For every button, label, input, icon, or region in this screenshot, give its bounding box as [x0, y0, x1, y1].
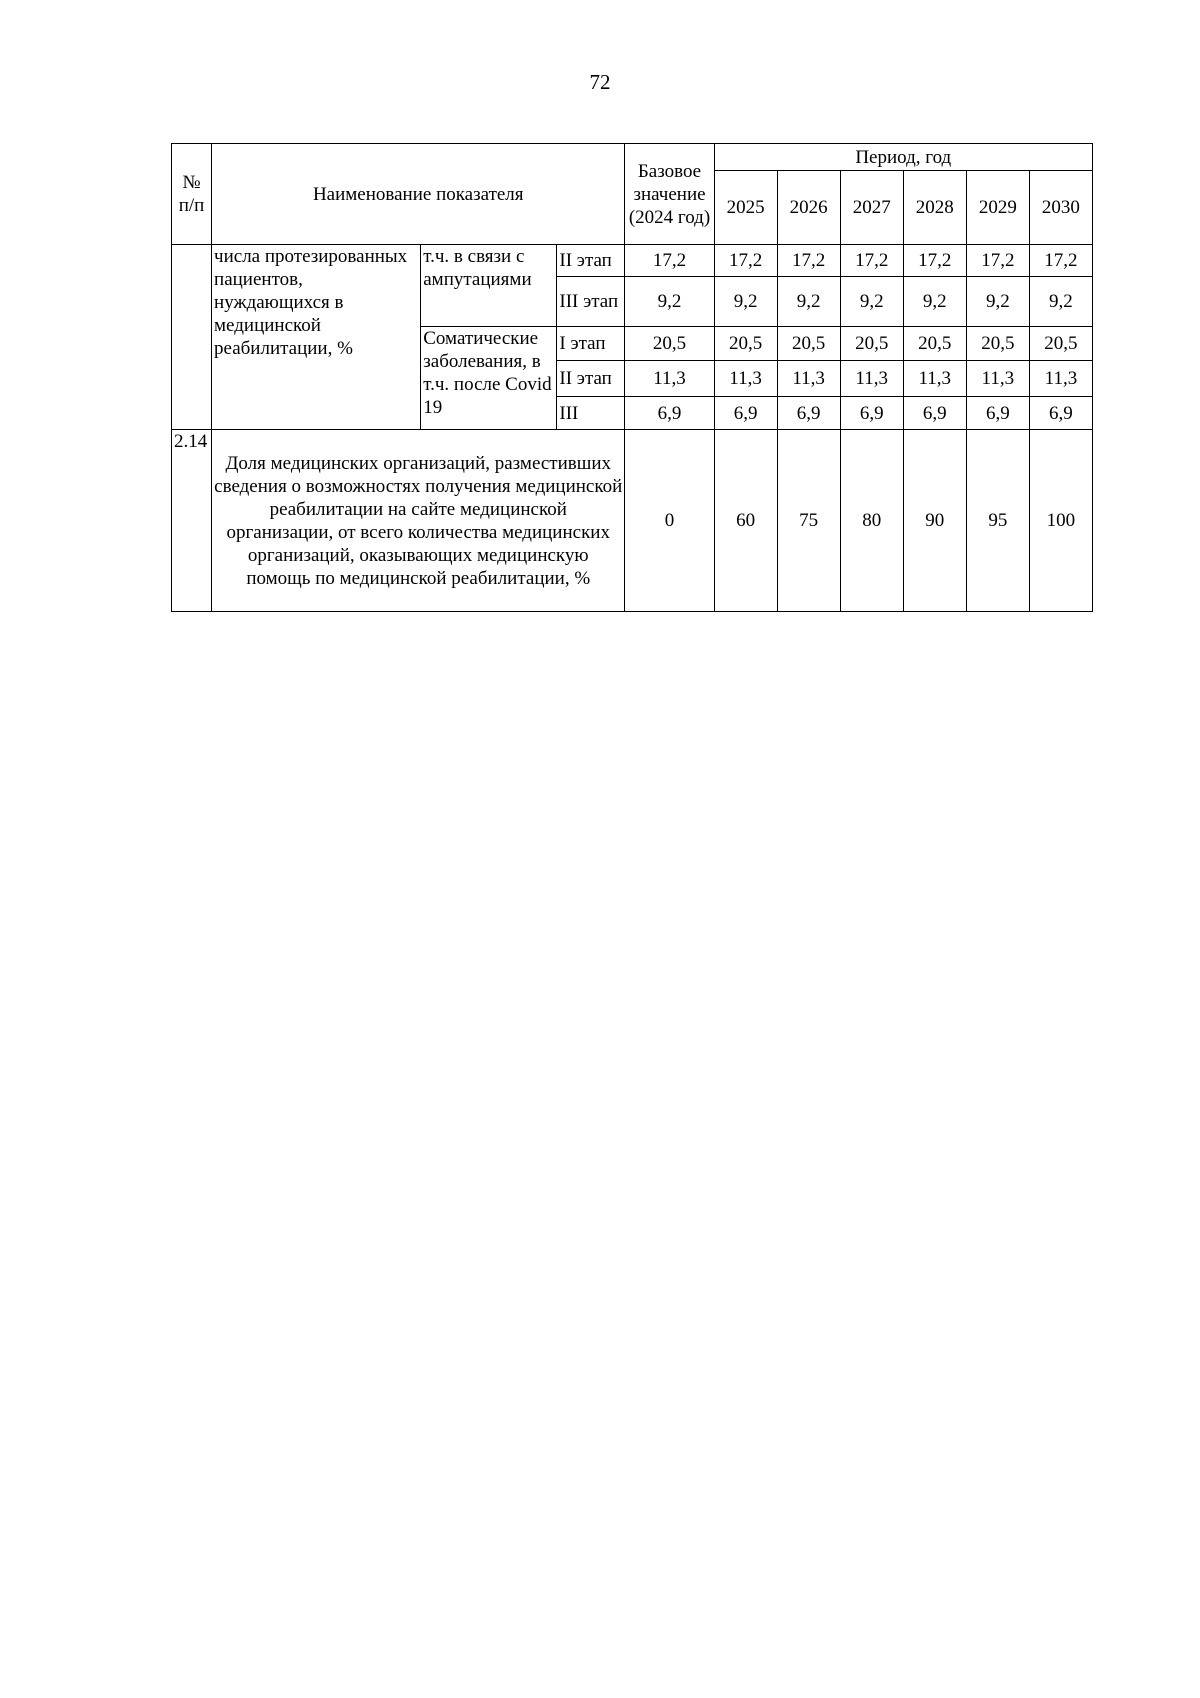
year-header: 2030 — [1029, 171, 1092, 245]
base-value: 11,3 — [625, 361, 714, 397]
header-name: Наименование показателя — [212, 144, 625, 245]
year-value: 6,9 — [966, 397, 1029, 430]
year-value: 20,5 — [903, 327, 966, 361]
year-value: 6,9 — [903, 397, 966, 430]
base-value: 0 — [625, 430, 714, 612]
year-value: 9,2 — [840, 277, 903, 327]
table-row — [172, 245, 1093, 277]
year-header: 2027 — [840, 171, 903, 245]
year-value: 9,2 — [777, 277, 840, 327]
year-value: 80 — [840, 430, 903, 612]
header-num: № п/п — [172, 144, 212, 245]
group-sub-somatic: Соматические заболевания, в т.ч. после Covid 19 — [421, 327, 557, 430]
row-num: 2.14 — [172, 430, 212, 612]
year-value: 11,3 — [1029, 361, 1092, 397]
year-value: 20,5 — [840, 327, 903, 361]
year-value: 9,2 — [903, 277, 966, 327]
year-header: 2028 — [903, 171, 966, 245]
year-value: 100 — [1029, 430, 1092, 612]
year-value: 11,3 — [777, 361, 840, 397]
year-value: 60 — [714, 430, 777, 612]
stage-label: III этап — [557, 277, 625, 327]
group-num — [172, 245, 212, 430]
stage-label: II этап — [557, 245, 625, 277]
year-header: 2029 — [966, 171, 1029, 245]
stage-label: III — [557, 397, 625, 430]
base-value: 9,2 — [625, 277, 714, 327]
group-name: числа протезированных пациентов, нуждающихся в медицинской реабилитации, % — [212, 245, 421, 430]
header-base: Базовое значение (2024 год) — [625, 144, 714, 245]
year-value: 17,2 — [840, 245, 903, 277]
year-value: 17,2 — [714, 245, 777, 277]
group-sub-amputations: т.ч. в связи с ампутациями — [421, 245, 557, 327]
base-value: 17,2 — [625, 245, 714, 277]
year-value: 20,5 — [714, 327, 777, 361]
year-value: 11,3 — [903, 361, 966, 397]
year-value: 90 — [903, 430, 966, 612]
year-value: 75 — [777, 430, 840, 612]
header-row-1 — [172, 144, 1093, 171]
year-value: 20,5 — [777, 327, 840, 361]
year-value: 6,9 — [714, 397, 777, 430]
year-value: 11,3 — [714, 361, 777, 397]
row-name: Доля медицинских организаций, разместивших сведения о возможностях получения медицинской реабилитации на сайте медицинской организации, от всего количества медицинских организаций, оказывающих медицинскую помощь по медицинской реабилитации, % — [212, 430, 625, 612]
year-value: 17,2 — [966, 245, 1029, 277]
year-value: 17,2 — [903, 245, 966, 277]
page-number: 72 — [589, 70, 611, 94]
base-value: 20,5 — [625, 327, 714, 361]
year-value: 9,2 — [714, 277, 777, 327]
year-header: 2026 — [777, 171, 840, 245]
base-value: 6,9 — [625, 397, 714, 430]
stage-label: I этап — [557, 327, 625, 361]
year-value: 17,2 — [777, 245, 840, 277]
year-value: 11,3 — [840, 361, 903, 397]
table-row — [172, 430, 1093, 612]
header-period: Период, год — [714, 144, 1092, 171]
year-value: 95 — [966, 430, 1029, 612]
year-value: 11,3 — [966, 361, 1029, 397]
year-value: 17,2 — [1029, 245, 1092, 277]
year-value: 6,9 — [1029, 397, 1092, 430]
year-value: 9,2 — [1029, 277, 1092, 327]
stage-label: II этап — [557, 361, 625, 397]
year-value: 6,9 — [840, 397, 903, 430]
indicators-table — [171, 143, 1093, 612]
year-value: 20,5 — [1029, 327, 1092, 361]
year-value: 20,5 — [966, 327, 1029, 361]
year-header: 2025 — [714, 171, 777, 245]
year-value: 6,9 — [777, 397, 840, 430]
year-value: 9,2 — [966, 277, 1029, 327]
